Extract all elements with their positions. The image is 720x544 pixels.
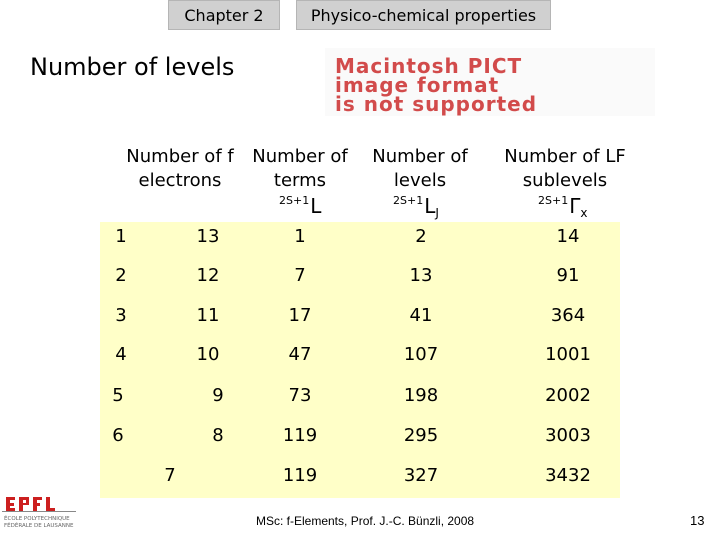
row2-levels: 13 — [409, 265, 433, 286]
header-f-electrons-line-2: electrons — [138, 170, 222, 191]
row6-b: 8 — [212, 425, 224, 446]
header-f-electrons — [100, 145, 260, 193]
terms-symbol-main: L — [310, 194, 322, 218]
header-f-electrons-line-1: Number of f — [126, 146, 234, 167]
row7-sublevels: 3432 — [545, 465, 591, 486]
header-terms-line-2: terms — [273, 170, 327, 191]
chapter-label: Chapter 2 — [168, 0, 280, 30]
epfl-logo — [2, 494, 76, 540]
header-terms — [245, 145, 355, 193]
header-sublevels-line-2: sublevels — [522, 170, 608, 191]
epfl-logo-graphic — [2, 494, 76, 540]
sublevels-symbol-sup: 2S+1 — [538, 194, 569, 207]
row4-b: 10 — [196, 344, 220, 365]
placeholder-line-1: Macintosh PICT — [335, 54, 523, 78]
header-terms-line-1: Number of — [252, 146, 348, 167]
unsupported-image-placeholder — [325, 48, 655, 116]
page-number: 13 — [690, 513, 705, 528]
levels-symbol-sup: 2S+1 — [393, 194, 424, 207]
row7-terms: 119 — [282, 465, 318, 486]
sublevels-symbol — [538, 194, 587, 220]
placeholder-line-3: is not supported — [335, 92, 538, 116]
levels-symbol-main: L — [424, 194, 436, 218]
topic-label: Physico-chemical properties — [296, 0, 551, 30]
header-levels-line-1: Number of — [372, 146, 468, 167]
row6-sublevels: 3003 — [545, 425, 591, 446]
placeholder-line-2: image format — [335, 73, 500, 97]
row6-terms: 119 — [282, 425, 318, 446]
terms-symbol-sup: 2S+1 — [279, 194, 310, 207]
row6-a: 6 — [112, 425, 124, 446]
row2-b: 12 — [196, 265, 220, 286]
levels-symbol — [393, 194, 439, 220]
row3-sublevels: 364 — [550, 305, 586, 326]
logo-text-line-2: FÉDÉRALE DE LAUSANNE — [4, 523, 74, 529]
row1-sublevels: 14 — [556, 226, 580, 247]
terms-symbol — [279, 194, 321, 218]
row1-terms: 1 — [294, 226, 306, 247]
levels-symbol-sub: J — [435, 206, 439, 220]
row2-terms: 7 — [294, 265, 306, 286]
row5-sublevels: 2002 — [545, 385, 591, 406]
row6-levels: 295 — [403, 425, 439, 446]
row4-terms: 47 — [288, 344, 312, 365]
row1-a: 1 — [115, 226, 127, 247]
row1-b: 13 — [196, 226, 220, 247]
slide-title: Number of levels — [30, 53, 235, 81]
logo-text-line-1: ÉCOLE POLYTECHNIQUE — [4, 516, 70, 522]
row4-levels: 107 — [403, 344, 439, 365]
row2-a: 2 — [115, 265, 127, 286]
footer-credit: MSc: f-Elements, Prof. J.-C. Bünzli, 2008 — [256, 514, 475, 528]
row2-sublevels: 91 — [556, 265, 580, 286]
row5-a: 5 — [112, 385, 124, 406]
row3-a: 3 — [115, 305, 127, 326]
sublevels-symbol-main: Γ — [569, 194, 581, 218]
row4-sublevels: 1001 — [545, 344, 591, 365]
sublevels-symbol-sub: x — [580, 206, 588, 220]
row7-b: 7 — [164, 465, 176, 486]
header-sublevels-line-1: Number of LF — [504, 146, 626, 167]
row1-levels: 2 — [415, 226, 427, 247]
row5-levels: 198 — [403, 385, 439, 406]
row3-b: 11 — [196, 305, 220, 326]
row4-a: 4 — [115, 344, 127, 365]
header-levels — [365, 145, 475, 193]
header-levels-line-2: levels — [393, 170, 447, 191]
row5-terms: 73 — [288, 385, 312, 406]
row5-b: 9 — [212, 385, 224, 406]
row3-levels: 41 — [409, 305, 433, 326]
header-sublevels — [490, 145, 640, 193]
row3-terms: 17 — [288, 305, 312, 326]
row7-levels: 327 — [403, 465, 439, 486]
